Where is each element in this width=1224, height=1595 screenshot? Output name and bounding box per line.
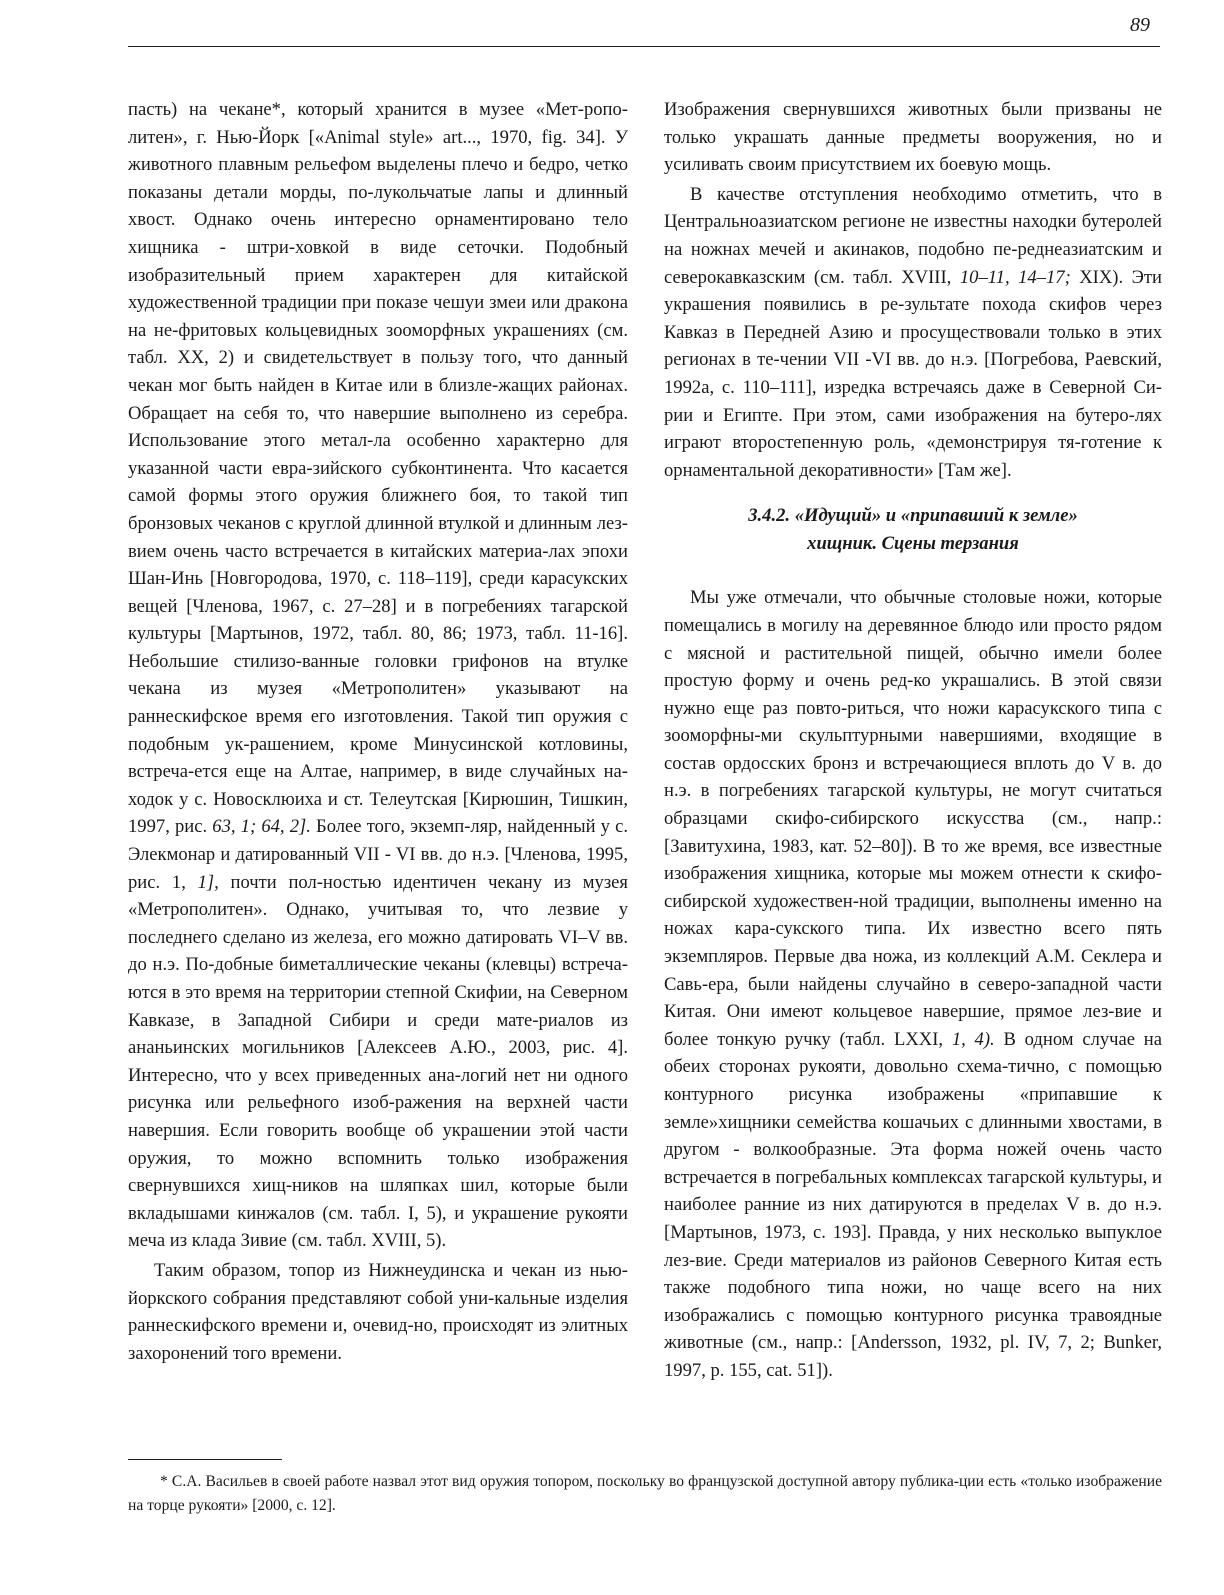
footnote-rule bbox=[128, 1459, 282, 1460]
left-p1-text: пасть) на чекане*, который хранится в музее «Мет-рополитен», г. Нью-Йорк [«Animal style» art..., 1970, fig. 34]. У животного плавным рельефом выделены плечо и бедро, четко показаны детали морды, по-лукольчатые лапы и длинный хвост. Однако очень интересно орнаментировано тело хищника - штри-ховкой в виде сеточки. Подобный изобразительный прием характерен для китайской художественной традиции при показе чешуи змеи или дракона на не-фритовых кольцевидных зооморфных украшениях (см. табл. XX, 2) и свидетельствует в пользу того, что данный чекан мог быть найден в Китае или в близле-жащих районах. Обращает на себя то, что навершие выполнено из серебра. Использование этого метал-ла особенно характерно для указанной части евра-зийского субконтинента. Что касается самой формы этого оружия ближнего боя, то такой тип бронзовых чеканов с круглой длинной втулкой и длинным лез-вием очень часто встречается в китайских материа-лах эпохи Шан-Инь [Новгородова, 1970, с. 118–119], среди карасукских вещей [Членова, 1967, с. 27–28] и в погребениях тагарской культуры [Мартынов, 1972, табл. 80, 86; 1973, табл. 11-16]. Небольшие стилизо-ванные головки грифонов на втулке чекана из музея «Метрополитен» указывают на раннескифское время его изготовления. Такой тип оружия с подобным ук-рашением, кроме Минусинской котловины, встреча-ется еще на Алтае, например, в виде случайных на-ходок у с. Новосклюиха и ст. Телеутская [Кирюшин, Тишкин, 1997, рис. bbox=[128, 99, 628, 838]
right-p2b-text: XIX). Эти украшения появились в ре-зультате похода скифов через Кавказ в Передней Азию и просуществовали только в этих регионах в те-чении VII -VI вв. до н.э. [Погребова, Раевский, 1992а, с. 110–111], изредка встречаясь даже в Северной Си-рии и Египте. При этом, сами изображения на бутеро-лях играют второстепенную роль, «демонстрируя тя-готение к орнаментальной декоративности» [Там же]. bbox=[664, 266, 1162, 481]
page-number: 89 bbox=[1130, 14, 1150, 36]
left-p1c-text: почти пол-ностью идентичен чекану из музея «Метрополитен». Однако, учитывая то, что лезвие у последнего сделано из железа, его можно датировать VI–V вв. до н.э. По-добные биметаллические чеканы (клевцы) встреча-ются в это время на территории степной Скифии, на Северном Кавказе, в Западной Сибири и среди мате-риалов из ананьинских могильников [Алексеев А.Ю., 2003, рис. 4]. Интересно, что у всех приведенных ана-логий нет ни одного рисунка или рельефного изоб-ражения на верхней части навершия. Если говорить вообще об украшении этой части оружия, то можно вспомнить только изображения свернувшихся хищ-ников на шляпках шил, которые были вкладышами кинжалов (см. табл. I, 5), и украшение рукояти меча из клада Зивие (см. табл. XVIII, 5). bbox=[128, 871, 628, 1252]
left-column bbox=[128, 96, 628, 1367]
section-heading-line-1: 3.4.2. «Идущий» и «припавший к земле» bbox=[748, 505, 1078, 527]
right-p2a-text: В качестве отступления необходимо отметить, что в Центральноазиатском регионе не известны находки бутеролей на ножнах мечей и акинаков, подобно пе-реднеазиатским и северокавказским (см. табл. XVIII, bbox=[664, 183, 1162, 288]
right-p2-figure-ref: 10–11, 14–17; bbox=[959, 266, 1071, 288]
right-p3-figure-ref: 1, 4). bbox=[951, 1028, 995, 1050]
right-paragraph-3 bbox=[664, 584, 1162, 1384]
section-heading bbox=[664, 502, 1162, 558]
left-p1-figure-ref-2: 1], bbox=[197, 871, 219, 893]
footnote: * С.А. Васильев в своей работе назвал этот вид оружия топором, поскольку во французской доступной автору публика-ции есть «только изображение на торце рукояти» [2000, с. 12]. bbox=[128, 1473, 1162, 1514]
section-heading-line-2: хищник. Сцены терзания bbox=[807, 533, 1019, 555]
left-p1b-text: Более того, экземп-ляр, найденный у с. Элекмонар и датированный VII - VI вв. до н.э. [Членова, 1995, рис. 1, bbox=[128, 816, 629, 893]
right-paragraph-2 bbox=[664, 181, 1162, 485]
right-p3b-text: В одном случае на обеих сторонах рукояти, довольно схема-тично, с помощью контурного рисунка изображены «припавшие к земле»хищники семейства кошачьих с длинными хвостами, в другом - волкообразные. Эта форма ножей очень часто встречается в погребальных комплексах тагарской культуры, и наиболее ранние из них датируются в пределах V в. до н.э. [Мартынов, 1973, с. 193]. Правда, у них несколько выпуклое лез-вие. Среди материалов из районов Северного Китая есть также подобного типа ножи, но чаще всего на них изображались с помощью контурного рисунка травоядные животные (см., напр.: [Andersson, 1932, pl. IV, 7, 2; Bunker, 1997, p. 155, cat. 51]). bbox=[664, 1028, 1162, 1381]
right-column bbox=[664, 96, 1162, 1385]
left-paragraph-2: Таким образом, топор из Нижнеудинска и чекан из нью-йоркского собрания представляют собой уни-кальные изделия раннескифского времени и, очевид-но, происходят из элитных захоронений того времени. bbox=[128, 1259, 628, 1364]
left-p1-figure-ref: 63, 1; 64, 2]. bbox=[212, 816, 311, 838]
left-paragraph-1 bbox=[128, 96, 628, 1255]
right-p3a-text: Мы уже отмечали, что обычные столовые ножи, которые помещались в могилу на деревянное блюдо или просто рядом с мясной и растительной пищей, обычно имели более простую форму и очень ред-ко украшались. В этой связи нужно еще раз повто-риться, что ножи карасукского типа с зооморфны-ми скульптурными навершиями, входящие в состав ордосских бронз и встречающиеся вплоть до V в. до н.э. в погребениях тагарской культуры, не могут считаться образцами скифо-сибирского искусства (см., напр.: [Завитухина, 1983, кат. 52–80]). В то же время, все известные изображения хищника, которые мы можем отнести к скифо-сибирской художествен-ной традиции, выполнены именно на ножах кара-сукского типа. Их известно всего пять экземпляров. Первые два ножа, из коллекций А.М. Секлера и Савь-ера, были найдены случайно в северо-западной части Китая. Они имеют кольцевое навершие, прямое лез-вие и более тонкую ручку (табл. LXXI, bbox=[664, 587, 1162, 1050]
right-paragraph-1: Изображения свернувшихся животных были призваны не только украшать данные предметы вооружения, но и усиливать своим присутствием их боевую мощь. bbox=[664, 99, 1162, 176]
header-rule bbox=[128, 46, 1160, 47]
